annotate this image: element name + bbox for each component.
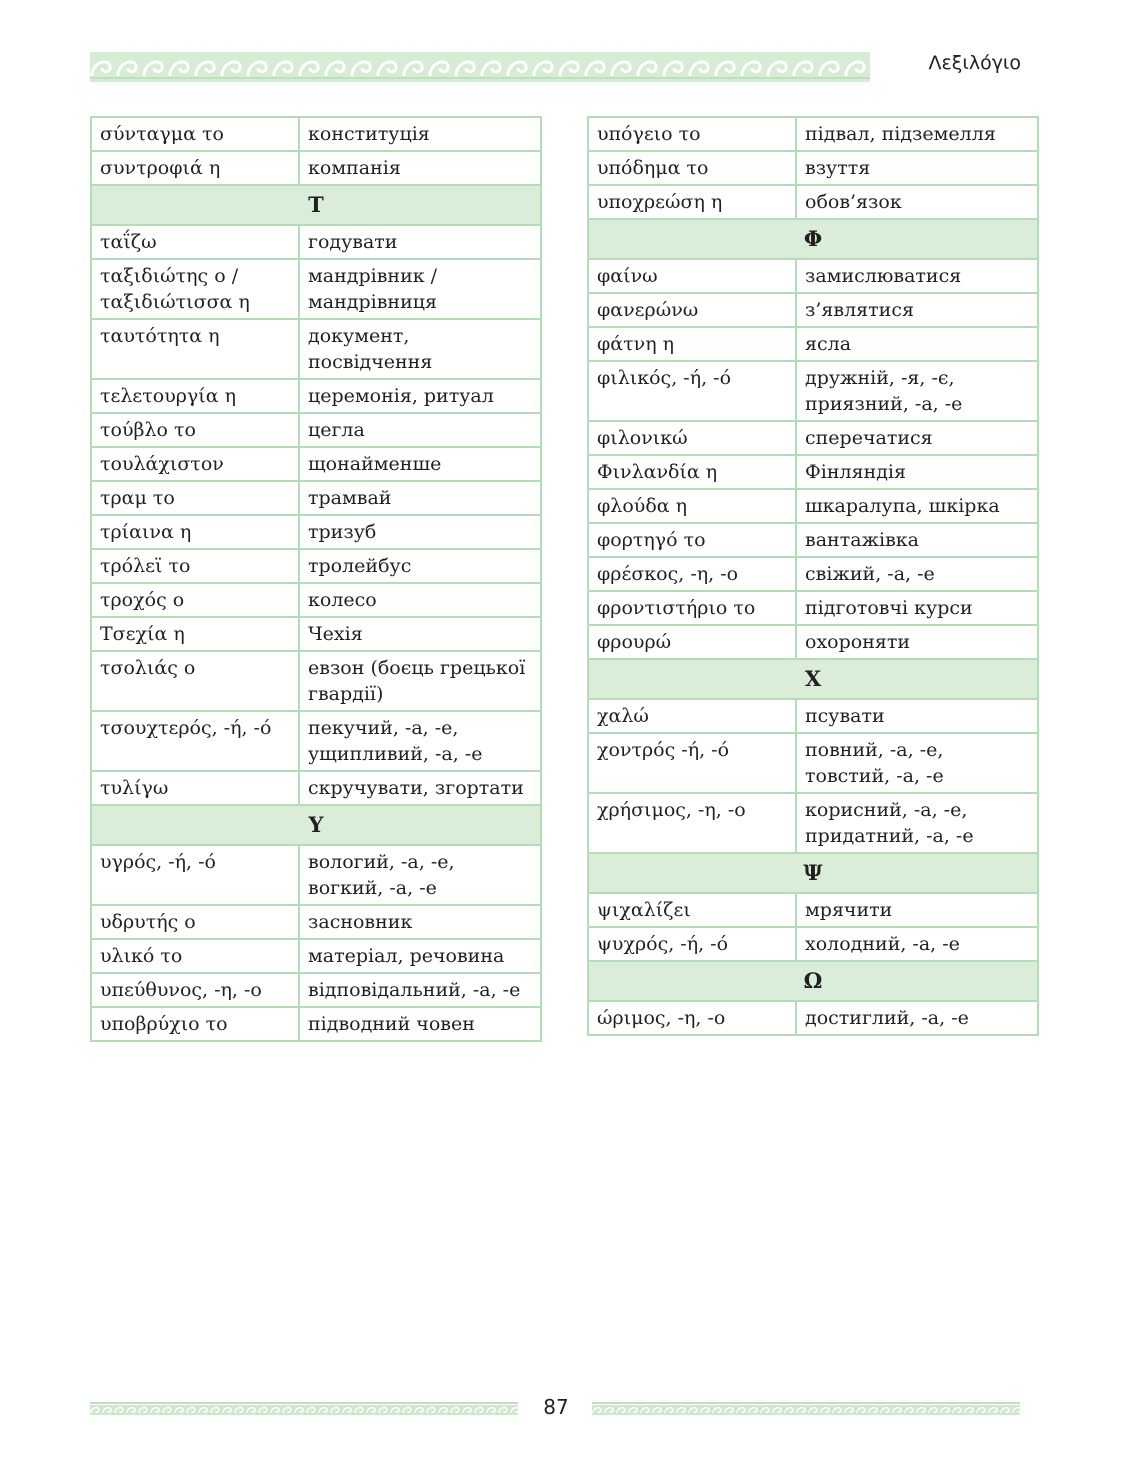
vocabulary-row [91, 413, 541, 447]
greek-word: τροχός ο [91, 583, 299, 617]
greek-word: φιλονικώ [588, 421, 796, 455]
letter-heading: Υ [91, 805, 541, 845]
greek-word: σύνταγμα το [91, 117, 299, 151]
greek-word: ψιχαλίζει [588, 893, 796, 927]
greek-word: τυλίγω [91, 771, 299, 805]
ukrainian-translation: мандрівник / мандрівниця [299, 259, 541, 319]
ukrainian-translation: дружній, -я, -є, приязний, -а, -е [796, 361, 1038, 421]
ukrainian-translation: засновник [299, 905, 541, 939]
ukrainian-translation: охороняти [796, 625, 1038, 659]
ukrainian-translation: пекучий, -а, -е, ущипливий, -а, -е [299, 711, 541, 771]
wave-ornament-header [90, 52, 870, 82]
vocabulary-row [91, 711, 541, 771]
vocabulary-row [588, 699, 1038, 733]
vocabulary-row [91, 319, 541, 379]
vocabulary-row [588, 523, 1038, 557]
ukrainian-translation: церемонія, ритуал [299, 379, 541, 413]
greek-word: ταξιδιώτης ο / ταξιδιώτισσα η [91, 259, 299, 319]
greek-word: ταυτότητα η [91, 319, 299, 379]
greek-word: φρέσκος, -η, -ο [588, 557, 796, 591]
vocabulary-row [588, 293, 1038, 327]
greek-word: τουλάχιστον [91, 447, 299, 481]
ukrainian-translation: підвал, підземелля [796, 117, 1038, 151]
vocabulary-row [91, 939, 541, 973]
vocabulary-row [91, 617, 541, 651]
vocabulary-row [91, 549, 541, 583]
vocabulary-row [91, 259, 541, 319]
greek-word: τρόλεϊ το [91, 549, 299, 583]
letter-heading-row [91, 805, 541, 845]
ukrainian-translation: евзон (боєць грецької гвардії) [299, 651, 541, 711]
ukrainian-translation: цегла [299, 413, 541, 447]
ukrainian-translation: сперечатися [796, 421, 1038, 455]
ukrainian-translation: вантажівка [796, 523, 1038, 557]
vocabulary-row [91, 151, 541, 185]
letter-heading: Ω [588, 961, 1038, 1001]
ukrainian-translation: Фінляндія [796, 455, 1038, 489]
vocabulary-row [588, 591, 1038, 625]
vocabulary-row [588, 893, 1038, 927]
vocabulary-row [91, 651, 541, 711]
ukrainian-translation: корисний, -а, -е, придатний, -а, -е [796, 793, 1038, 853]
vocabulary-table-left [90, 116, 542, 1042]
page-number: 87 [543, 1395, 569, 1419]
greek-word: τραμ το [91, 481, 299, 515]
letter-heading: Φ [588, 219, 1038, 259]
ukrainian-translation: мрячити [796, 893, 1038, 927]
ukrainian-translation: колесо [299, 583, 541, 617]
ukrainian-translation: обов’язок [796, 185, 1038, 219]
ukrainian-translation: відповідальний, -а, -е [299, 973, 541, 1007]
vocabulary-row [588, 151, 1038, 185]
ukrainian-translation: Чехія [299, 617, 541, 651]
letter-heading-row [588, 853, 1038, 893]
ukrainian-translation: холодний, -а, -е [796, 927, 1038, 961]
letter-heading-row [588, 219, 1038, 259]
ukrainian-translation: повний, -а, -е, товстий, -а, -е [796, 733, 1038, 793]
greek-word: φρουρώ [588, 625, 796, 659]
greek-word: χαλώ [588, 699, 796, 733]
ukrainian-translation: достиглий, -а, -е [796, 1001, 1038, 1035]
vocabulary-row [588, 117, 1038, 151]
vocabulary-row [588, 455, 1038, 489]
greek-word: υποχρεώση η [588, 185, 796, 219]
greek-word: Φινλανδία η [588, 455, 796, 489]
greek-word: φιλικός, -ή, -ό [588, 361, 796, 421]
vocabulary-row [91, 973, 541, 1007]
vocabulary-row [91, 225, 541, 259]
wave-ornament-footer-left [90, 1402, 518, 1418]
vocabulary-row [91, 515, 541, 549]
vocabulary-row [588, 927, 1038, 961]
greek-word: τούβλο το [91, 413, 299, 447]
ukrainian-translation: взуття [796, 151, 1038, 185]
vocabulary-table-right [587, 116, 1039, 1036]
greek-word: φροντιστήριο το [588, 591, 796, 625]
greek-word: φανερώνω [588, 293, 796, 327]
wave-ornament-footer-right [592, 1402, 1020, 1418]
greek-word: τρίαινα η [91, 515, 299, 549]
ukrainian-translation: шкаралупа, шкірка [796, 489, 1038, 523]
vocabulary-row [588, 625, 1038, 659]
vocabulary-row [91, 845, 541, 905]
greek-word: υποβρύχιο το [91, 1007, 299, 1041]
vocabulary-row [91, 481, 541, 515]
letter-heading-row [588, 961, 1038, 1001]
ukrainian-translation: ясла [796, 327, 1038, 361]
ukrainian-translation: конституція [299, 117, 541, 151]
vocabulary-row [91, 583, 541, 617]
letter-heading: Χ [588, 659, 1038, 699]
ukrainian-translation: вологий, -а, -е, вогкий, -а, -е [299, 845, 541, 905]
greek-word: φλούδα η [588, 489, 796, 523]
ukrainian-translation: щонайменше [299, 447, 541, 481]
ukrainian-translation: документ, посвідчення [299, 319, 541, 379]
vocabulary-row [588, 733, 1038, 793]
ukrainian-translation: замислюватися [796, 259, 1038, 293]
greek-word: τσουχτερός, -ή, -ό [91, 711, 299, 771]
vocabulary-row [588, 1001, 1038, 1035]
ukrainian-translation: підготовчі курси [796, 591, 1038, 625]
greek-word: υδρυτής ο [91, 905, 299, 939]
greek-word: τσολιάς ο [91, 651, 299, 711]
vocabulary-row [588, 259, 1038, 293]
ukrainian-translation: свіжий, -а, -е [796, 557, 1038, 591]
letter-heading-row [91, 185, 541, 225]
ukrainian-translation: тролейбус [299, 549, 541, 583]
greek-word: υπόδημα το [588, 151, 796, 185]
vocabulary-row [588, 185, 1038, 219]
ukrainian-translation: скручувати, згортати [299, 771, 541, 805]
section-title: Λεξιλόγιο [928, 52, 1021, 74]
greek-word: φορτηγό το [588, 523, 796, 557]
vocabulary-row [588, 793, 1038, 853]
vocabulary-row [588, 557, 1038, 591]
letter-heading: Ψ [588, 853, 1038, 893]
greek-word: τελετουργία η [91, 379, 299, 413]
greek-word: ώριμος, -η, -ο [588, 1001, 796, 1035]
letter-heading: Τ [91, 185, 541, 225]
vocabulary-row [91, 1007, 541, 1041]
vocabulary-row [588, 489, 1038, 523]
ukrainian-translation: годувати [299, 225, 541, 259]
vocabulary-row [588, 421, 1038, 455]
greek-word: φαίνω [588, 259, 796, 293]
vocabulary-row [91, 447, 541, 481]
ukrainian-translation: трамвай [299, 481, 541, 515]
greek-word: χοντρός -ή, -ό [588, 733, 796, 793]
greek-word: ψυχρός, -ή, -ό [588, 927, 796, 961]
ukrainian-translation: тризуб [299, 515, 541, 549]
greek-word: χρήσιμος, -η, -ο [588, 793, 796, 853]
vocabulary-row [91, 379, 541, 413]
greek-word: Τσεχία η [91, 617, 299, 651]
greek-word: υπόγειο το [588, 117, 796, 151]
ukrainian-translation: компанія [299, 151, 541, 185]
vocabulary-row [91, 771, 541, 805]
vocabulary-row [91, 905, 541, 939]
greek-word: συντροφιά η [91, 151, 299, 185]
greek-word: υπεύθυνος, -η, -ο [91, 973, 299, 1007]
ukrainian-translation: псувати [796, 699, 1038, 733]
greek-word: υγρός, -ή, -ό [91, 845, 299, 905]
ukrainian-translation: підводний човен [299, 1007, 541, 1041]
ukrainian-translation: матеріал, речовина [299, 939, 541, 973]
letter-heading-row [588, 659, 1038, 699]
ukrainian-translation: з’являтися [796, 293, 1038, 327]
greek-word: ταΐζω [91, 225, 299, 259]
greek-word: υλικό το [91, 939, 299, 973]
vocabulary-row [588, 361, 1038, 421]
vocabulary-row [588, 327, 1038, 361]
vocabulary-row [91, 117, 541, 151]
greek-word: φάτνη η [588, 327, 796, 361]
